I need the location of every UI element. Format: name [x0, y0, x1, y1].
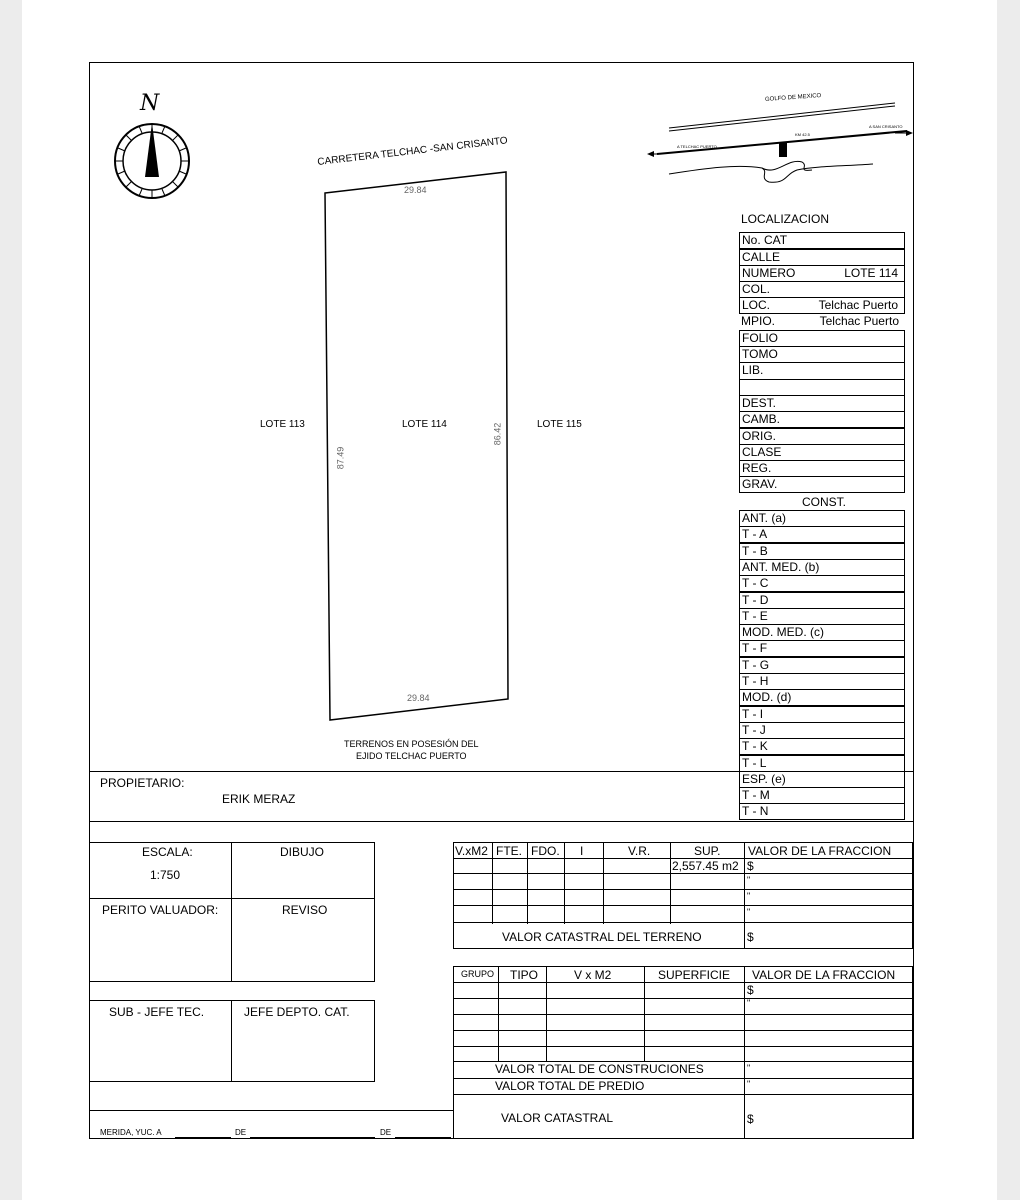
subjefe-label: SUB - JEFE TEC. [109, 1005, 205, 1019]
terreno-row-line [453, 922, 913, 923]
terreno-col-line [670, 842, 671, 924]
loc-row [739, 395, 905, 412]
location-sketch [647, 88, 915, 188]
constr-row-line [453, 1094, 913, 1095]
catastral-value: $ [747, 1112, 754, 1126]
terreno-header: V.xM2 [455, 844, 488, 858]
perito-label: PERITO VALUADOR: [102, 903, 219, 917]
constr-header: GRUPO [461, 969, 495, 979]
loc-row-value: Telchac Puerto [819, 314, 899, 328]
loc-row-label: GRAV. [742, 477, 778, 491]
signature-divider [231, 842, 232, 982]
loc-row-label: No. CAT [742, 233, 788, 247]
lot-115-label: LOTE 115 [537, 419, 582, 430]
loc-row-label: CAMB. [742, 412, 781, 426]
north-arrow [112, 93, 192, 203]
const-row: T - N [739, 803, 905, 820]
loc-row [739, 411, 905, 428]
const-row: T - A [739, 526, 905, 543]
terreno-ditto: " [747, 907, 751, 917]
terreno-dollar: $ [747, 859, 754, 873]
footer-blank-3 [395, 1137, 451, 1138]
escala-label: ESCALA: [142, 845, 193, 859]
const-row: T - G [739, 657, 905, 674]
constr-row-line [453, 998, 913, 999]
loc-row-label: MPIO. [741, 314, 776, 328]
const-row: ANT. MED. (b) [739, 559, 905, 576]
dibujo-label: DIBUJO [280, 845, 325, 859]
location-map-drawing [647, 88, 915, 188]
owner-bottom-line [89, 821, 914, 822]
constr-total-label: VALOR TOTAL DE CONSTRUCIONES [495, 1062, 704, 1076]
terreno-ditto: " [747, 875, 751, 885]
lot-drawing [322, 168, 552, 728]
predio-total-label: VALOR TOTAL DE PREDIO [495, 1079, 645, 1093]
loc-row-label: TOMO [742, 347, 778, 361]
loc-row [739, 314, 905, 331]
dim-bottom: 29.84 [407, 693, 430, 703]
dim-left: 87.49 [335, 446, 346, 470]
footer-city: MERIDA, YUC. A [100, 1128, 162, 1137]
footer-line [89, 1110, 454, 1111]
const-row: T - H [739, 673, 905, 690]
loc-row [739, 297, 905, 314]
terreno-col-line [603, 842, 604, 924]
const-row: T - L [739, 755, 905, 772]
jefe-label: JEFE DEPTO. CAT. [244, 1005, 350, 1019]
loc-row [739, 444, 905, 461]
terreno-total-label: VALOR CATASTRAL DEL TERRENO [502, 930, 702, 944]
constr-total-ditto: " [747, 1063, 751, 1073]
footer-de-2: DE [380, 1128, 392, 1137]
loc-row [739, 346, 905, 363]
constr-header: VALOR DE LA FRACCION [752, 968, 896, 982]
terreno-row-line [453, 889, 913, 890]
catastral-label: VALOR CATASTRAL [501, 1111, 614, 1125]
terreno-header: I [580, 844, 584, 858]
const-row: T - D [739, 592, 905, 609]
const-row: T - I [739, 706, 905, 723]
escala-value: 1:750 [150, 868, 181, 882]
loc-row-label: REG. [742, 461, 772, 475]
const-row: T - K [739, 738, 905, 755]
loc-row-label: LIB. [742, 363, 764, 377]
to-telchac-label: A TELCHAC PUERTO [677, 144, 717, 149]
loc-row-label: FOLIO [742, 331, 779, 345]
terreno-header: FDO. [531, 844, 560, 858]
loc-row [739, 379, 905, 396]
signature-row-line [89, 898, 375, 899]
localizacion-title: LOCALIZACION [741, 212, 830, 226]
footer-de-1: DE [235, 1128, 247, 1137]
reviso-label: REVISO [282, 903, 328, 917]
constr-row-line [453, 1014, 913, 1015]
owner-top-line [89, 771, 914, 772]
road-label: CARRETERA TELCHAC -SAN CRISANTO [316, 135, 509, 168]
constr-row-line [453, 1046, 913, 1047]
lot-113-label: LOTE 113 [260, 419, 305, 430]
terreno-col-line [527, 842, 528, 924]
terreno-header: FTE. [496, 844, 522, 858]
constr-dollar: $ [747, 983, 754, 997]
footer-blank-1 [175, 1137, 231, 1138]
loc-row-label: LOC. [742, 298, 771, 312]
terreno-ditto: " [747, 891, 751, 901]
loc-row-label: COL. [742, 282, 771, 296]
constr-header: V x M2 [574, 968, 612, 982]
constr-row-line [453, 982, 913, 983]
document-page [22, 0, 997, 1200]
loc-row [739, 428, 905, 445]
ejido-line-2: EJIDO TELCHAC PUERTO [356, 751, 467, 761]
const-row: T - C [739, 575, 905, 592]
terreno-sup-value: 2,557.45 m2 [672, 859, 739, 873]
predio-total-ditto: " [747, 1079, 751, 1089]
constr-header: SUPERFICIE [658, 968, 731, 982]
loc-row [739, 460, 905, 477]
const-row: MOD. (d) [739, 689, 905, 706]
const-row: T - B [739, 543, 905, 560]
loc-row-value: LOTE 114 [844, 266, 898, 280]
gulf-label: GOLFO DE MEXICO [764, 93, 822, 103]
loc-row [739, 249, 905, 266]
terreno-row-line [453, 905, 913, 906]
to-san-crisanto-label: A SAN CRISANTO [869, 124, 903, 129]
owner-name: ERIK MERAZ [222, 792, 296, 806]
km-label: KM 42.5 [795, 132, 810, 137]
signature-divider-2 [231, 1000, 232, 1082]
dim-right: 86.42 [492, 422, 503, 446]
lot-114-label: LOTE 114 [402, 419, 447, 430]
terreno-header: VALOR DE LA FRACCION [748, 844, 892, 858]
loc-row [739, 362, 905, 380]
const-title: CONST. [802, 495, 847, 509]
loc-row-label: CLASE [742, 445, 782, 459]
constr-row-line [453, 1030, 913, 1031]
loc-row [739, 330, 905, 347]
ejido-line-1: TERRENOS EN POSESIÓN DEL [344, 739, 479, 749]
footer-blank-2 [250, 1137, 375, 1138]
loc-row-label: DEST. [742, 396, 777, 410]
terreno-col-line [564, 842, 565, 924]
compass-icon [112, 121, 192, 201]
dim-top: 29.84 [404, 185, 427, 195]
const-row: ESP. (e) [739, 771, 905, 788]
loc-row-label: NUMERO [742, 266, 796, 280]
loc-row-label: ORIG. [742, 429, 777, 443]
const-row: ANT. (a) [739, 510, 905, 527]
north-letter: N [140, 91, 160, 116]
const-row: T - J [739, 722, 905, 739]
const-row: T - E [739, 608, 905, 625]
constr-header: TIPO [510, 968, 539, 982]
const-row: T - M [739, 787, 905, 804]
terreno-header: V.R. [628, 844, 651, 858]
terreno-row-line [453, 873, 913, 874]
loc-row [739, 265, 905, 282]
loc-row [739, 476, 905, 493]
constr-col-line [744, 966, 745, 1139]
loc-row-value: Telchac Puerto [818, 298, 898, 312]
terreno-total-value: $ [747, 930, 754, 944]
loc-row [739, 281, 905, 298]
terreno-header: SUP. [694, 844, 721, 858]
loc-row [739, 232, 905, 249]
owner-label: PROPIETARIO: [100, 776, 185, 790]
constr-ditto: " [747, 998, 751, 1008]
const-row: T - F [739, 640, 905, 657]
terreno-col-line [492, 842, 493, 924]
loc-row-label: CALLE [742, 250, 781, 264]
const-row: MOD. MED. (c) [739, 624, 905, 641]
